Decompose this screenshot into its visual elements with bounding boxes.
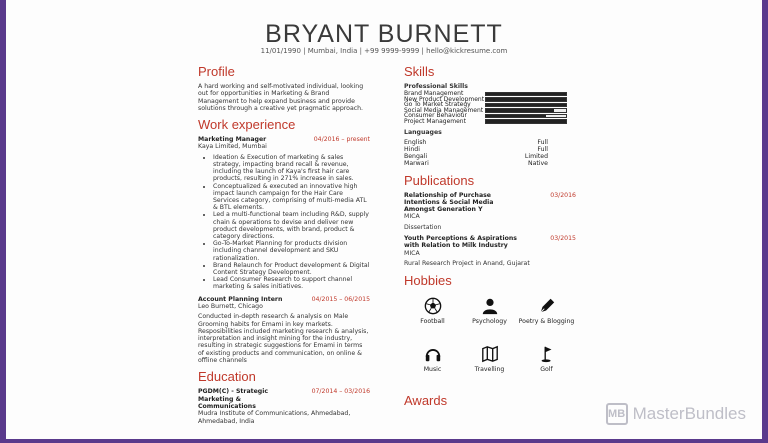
publication-header [404, 192, 576, 214]
hobby-item [404, 295, 461, 343]
person-icon [481, 297, 499, 315]
skill-level-bar [485, 114, 567, 119]
education-header [198, 388, 370, 410]
job-bullet: • Go-To-Market Planning for products division including channel development and SKU rationalization. [213, 240, 370, 262]
right-column [404, 64, 576, 412]
hobby-label: Music [423, 366, 442, 374]
hobby-item [404, 343, 461, 391]
skill-level-bar [485, 92, 567, 97]
masterbundles-logo-icon: MB [606, 403, 628, 425]
skill-label: Consumer Behaviour [404, 112, 467, 120]
skill-level-fill [486, 109, 554, 112]
watermark-text: MasterBundles [632, 404, 746, 423]
hobbies-heading: Hobbies [404, 273, 452, 289]
hobby-item [461, 343, 518, 391]
golf-flag-icon [538, 345, 556, 363]
job-bullet: • Led a multi-functional team including R&D, supply chain & operations to devise and deliver new product developments, with brand, product & category directions. [213, 211, 370, 240]
skills-heading: Skills [404, 64, 435, 79]
left-column [198, 64, 370, 425]
languages-label: Languages [404, 129, 442, 137]
job-bullet: • Conceptualized & executed an innovative high impact launch campaign for the Hair Care Services category, comprising of multi-media ATL & BTL elements. [213, 183, 370, 212]
publication-desc: Rural Research Project in Anand, Gujarat [404, 259, 530, 267]
job-bullets [198, 154, 370, 291]
language-name: English [404, 138, 427, 146]
job-header [198, 136, 370, 143]
publication-org: MICA [404, 249, 420, 257]
education-date: 07/2014 – 03/2016 [311, 388, 370, 396]
hobby-item [461, 295, 518, 343]
resume-name: BRYANT BURNETT [265, 20, 503, 48]
skill-label: Brand Management [404, 90, 464, 98]
hobby-label: Poetry & Blogging [518, 318, 575, 326]
job-role: Marketing Manager [198, 136, 267, 144]
publication-title: Youth Perceptions & Aspirations with Relation to Milk Industry [404, 235, 517, 250]
skill-level-fill [486, 115, 546, 118]
skill-level-bar [485, 119, 567, 124]
skill-level-fill [486, 120, 566, 123]
skill-level-fill [486, 98, 566, 101]
education-heading: Education [198, 369, 256, 385]
hobby-item [518, 295, 575, 343]
language-level: Full [537, 138, 548, 146]
publication-header [404, 235, 576, 250]
masterbundles-watermark [606, 403, 746, 425]
skill-label: Social Media Management [404, 106, 484, 114]
language-name: Bengali [404, 152, 428, 160]
job-date: 04/2016 – present [313, 136, 370, 144]
education-degree: PGDM(C) - Strategic Marketing & Communications [198, 388, 268, 410]
skills-list [404, 91, 576, 124]
skill-label: Go To Market Strategy [404, 101, 471, 109]
skill-row [404, 119, 576, 125]
job-date: 04/2015 – 06/2015 [311, 295, 370, 303]
language-row [404, 153, 576, 160]
profile-heading: Profile [198, 64, 235, 79]
language-row [404, 139, 576, 146]
publication-org: MICA [404, 213, 420, 221]
language-name: Marwari [404, 159, 429, 167]
skill-level-bar [485, 103, 567, 108]
job-company: Kaya Limited, Mumbai [198, 143, 267, 151]
hobby-label: Golf [540, 366, 553, 374]
hobby-label: Psychology [472, 318, 507, 326]
skill-level-fill [486, 104, 566, 107]
pen-icon [538, 297, 556, 315]
job-bullet: • Brand Relaunch for Product development & Digital Content Strategy Development. [213, 262, 370, 276]
headphones-icon [424, 345, 442, 363]
language-name: Hindi [404, 145, 420, 153]
skill-level-fill [486, 93, 566, 96]
job-role: Account Planning Intern [198, 295, 283, 303]
frame-border [0, 439, 768, 443]
job-bullet: • Ideation & Execution of marketing & sales strategy, impacting brand recall & revenue, including the launch of Kaya's first hair care products, resulting in 271% increase in sales. [213, 154, 370, 183]
skill-level-bar [485, 108, 567, 113]
publication-date: 03/2016 [550, 191, 576, 199]
publication-date: 03/2015 [550, 235, 576, 243]
contact-line: 11/01/1990 | Mumbai, India | +99 9999-9999 | hello@kickresume.com [260, 47, 508, 55]
job-bullet: • Lead Consumer Research to support channel marketing & sales initiatives. [213, 276, 370, 290]
publication-title: Relationship of Purchase Intentions & Social Media Amongst Generation Y [404, 191, 494, 214]
football-icon [424, 297, 442, 315]
job-company: Leo Burnett, Chicago [198, 302, 263, 310]
resume-page [6, 0, 762, 439]
language-row [404, 160, 576, 167]
hobby-label: Travelling [474, 366, 505, 374]
language-level: Full [537, 145, 548, 153]
work-heading: Work experience [198, 117, 296, 133]
publications-heading: Publications [404, 172, 475, 188]
education-school: Mudra Institute of Communications, Ahmedabad, Ahmedabad, India [198, 410, 351, 425]
map-icon [481, 345, 499, 363]
language-level: Limited [524, 152, 548, 160]
skill-label: Project Management [404, 117, 466, 125]
hobbies-grid [404, 295, 576, 391]
hobby-item [518, 343, 575, 391]
skill-level-bar [485, 97, 567, 102]
language-level: Native [527, 159, 548, 167]
profile-text: A hard working and self-motivated individual, looking out for opportunities in Marketing & Brand Management to help expand business and provide solutions through a creative yet pragmatic approach. [198, 83, 364, 112]
awards-heading: Awards [404, 393, 448, 409]
job-header [198, 296, 370, 303]
professional-skills-label: Professional Skills [404, 83, 468, 90]
publication-desc: Dissertation [404, 223, 442, 231]
skill-label: New Product Development [404, 95, 485, 103]
hobby-label: Football [420, 318, 445, 326]
job-description: Conducted in-depth research & analysis on Male Grooming habits for Emami in key markets. Resposibilities included marketing research & analysis, interpretation and insight mining for the industry, resulting in strategic suggestions for Emami in terms of existing products and communication, on online & offline channels [198, 313, 369, 365]
language-row [404, 146, 576, 153]
